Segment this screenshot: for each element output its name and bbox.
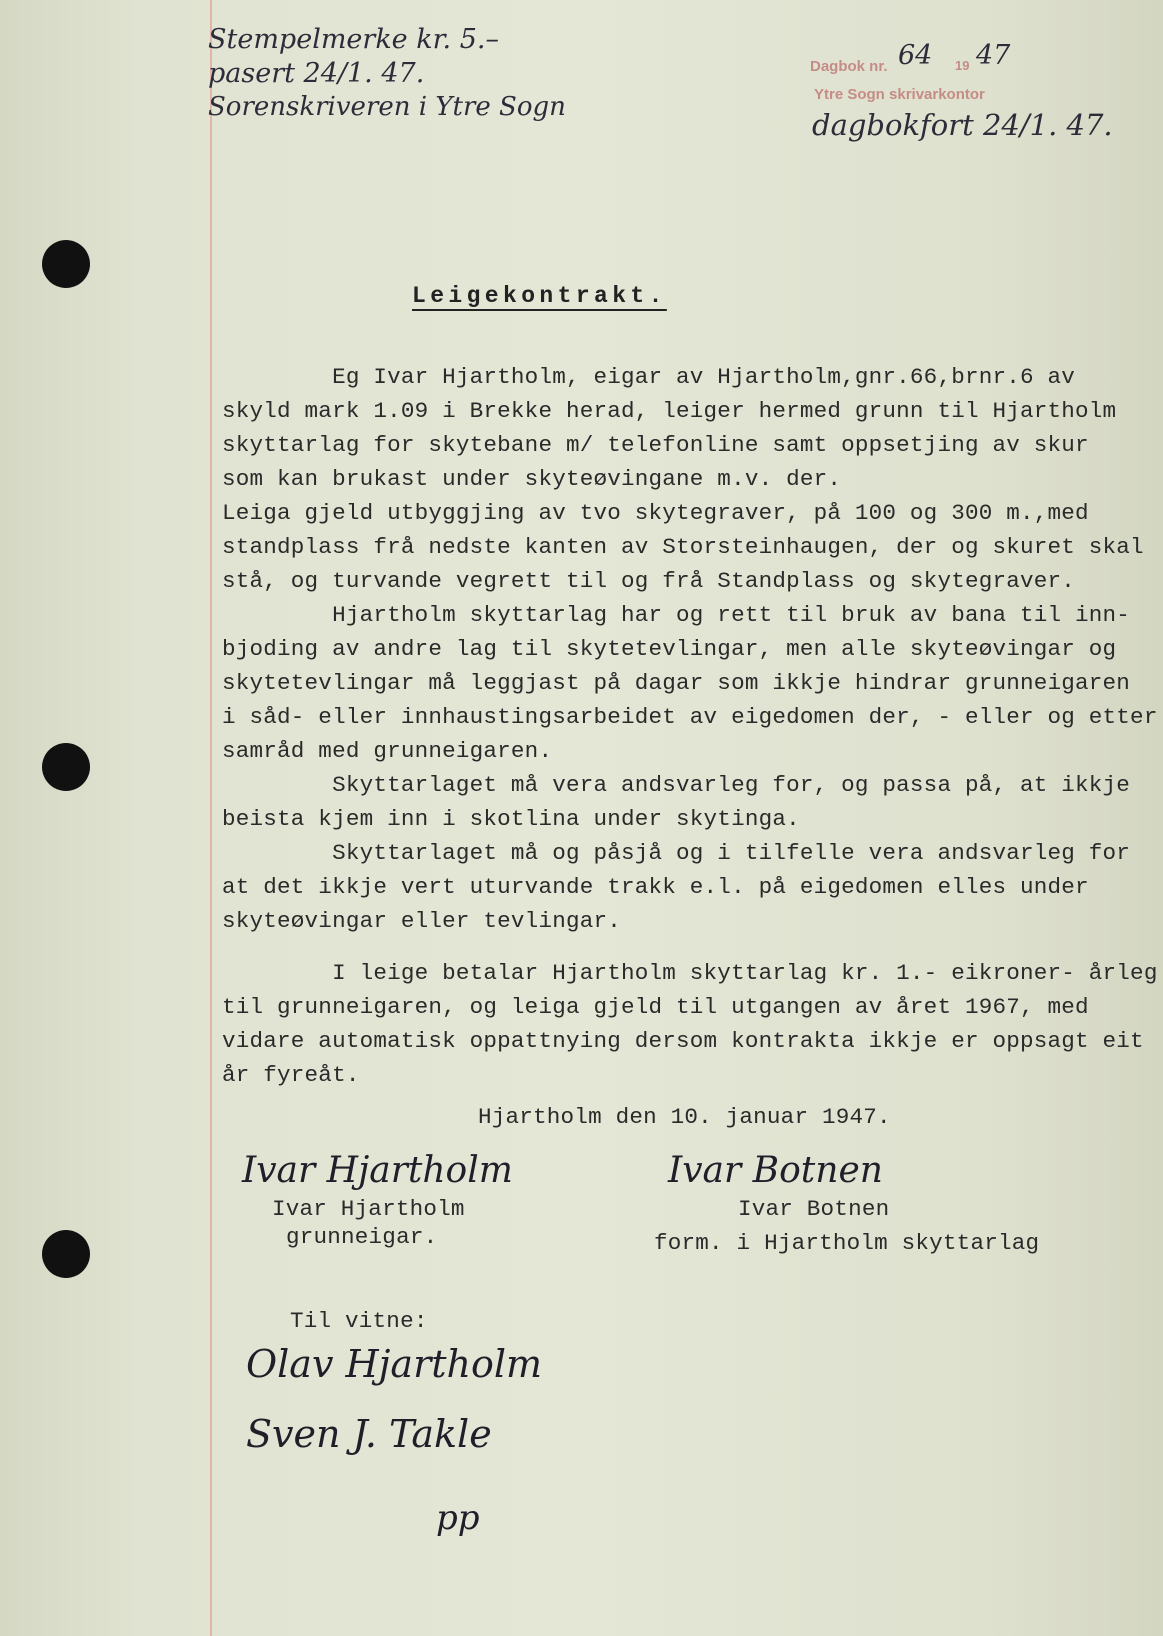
witness-label: Til vitne: [290, 1308, 428, 1334]
document-title: Leigekontrakt. [412, 283, 667, 309]
body-line: vidare automatisk oppattnying dersom kontrakta ikkje er oppsagt eit [222, 1028, 1144, 1054]
punch-hole [42, 240, 90, 288]
signer-left-name: Ivar Hjartholm [272, 1196, 465, 1222]
diary-number: 64 [898, 40, 933, 71]
body-line: bjoding av andre lag til skytetevlingar, men alle skyteøvingar og [222, 636, 1117, 662]
body-line: stå, og turvande vegrett til og frå Standplass og skytegraver. [222, 568, 1076, 594]
diary-stamp-label: Dagbok nr. [810, 58, 888, 75]
diary-stamp-office: Ytre Sogn skrivarkontor [814, 86, 985, 103]
place-date: Hjartholm den 10. januar 1947. [478, 1104, 891, 1130]
signature-right: Ivar Botnen [668, 1150, 883, 1191]
initials: pp [436, 1498, 480, 1538]
body-line: skytetevlingar må leggjast på dagar som ikkje hindrar grunneigaren [222, 670, 1131, 696]
body-line: skyttarlag for skytebane m/ telefonline samt oppsetjing av skur [222, 432, 1089, 458]
body-line: beista kjem inn i skotlina under skytinga. [222, 806, 800, 832]
body-line: i såd- eller innhaustingsarbeidet av eigedomen der, - eller og etter [222, 704, 1158, 730]
body-line: standplass frå nedste kanten av Storsteinhaugen, der og skuret skal [222, 534, 1144, 560]
body-line: Hjartholm skyttarlag har og rett til bruk av bana til inn- [222, 602, 1131, 628]
body-line: år fyreåt. [222, 1062, 360, 1088]
body-line: Skyttarlaget må vera andsvarleg for, og passa på, at ikkje [222, 772, 1131, 798]
signer-right-name: Ivar Botnen [738, 1196, 890, 1222]
body-line: at det ikkje vert uturvande trakk e.l. på eigedomen elles under [222, 874, 1089, 900]
body-line: som kan brukast under skyteøvingane m.v. der. [222, 466, 842, 492]
dagbokfort-note: dagbokfort 24/1. 47. [812, 108, 1113, 142]
handwritten-note-line: pasert 24/1. 47. [208, 58, 425, 89]
diary-year-prefix: 19 [955, 58, 970, 73]
body-line: samråd med grunneigaren. [222, 738, 553, 764]
body-line: Eg Ivar Hjartholm, eigar av Hjartholm,gnr.66,brnr.6 av [222, 364, 1076, 390]
signature-left: Ivar Hjartholm [242, 1150, 513, 1191]
signer-left-role: grunneigar. [286, 1224, 438, 1250]
handwritten-note-line: Sorenskriveren i Ytre Sogn [208, 92, 566, 122]
body-line: I leige betalar Hjartholm skyttarlag kr. 1.- eikroner- årleg [222, 960, 1158, 986]
witness-signature: Sven J. Takle [246, 1412, 492, 1456]
punch-hole [42, 1230, 90, 1278]
witness-signature: Olav Hjartholm [246, 1342, 543, 1386]
signer-right-role: form. i Hjartholm skyttarlag [654, 1230, 1040, 1256]
handwritten-note-line: Stempelmerke kr. 5.– [208, 24, 499, 55]
body-line: Skyttarlaget må og påsjå og i tilfelle vera andsvarleg for [222, 840, 1131, 866]
diary-year: 47 [976, 40, 1011, 71]
body-line: skyld mark 1.09 i Brekke herad, leiger hermed grunn til Hjartholm [222, 398, 1117, 424]
body-line: Leiga gjeld utbyggjing av tvo skytegraver, på 100 og 300 m.,med [222, 500, 1089, 526]
margin-line [210, 0, 212, 1636]
body-line: skyteøvingar eller tevlingar. [222, 908, 621, 934]
punch-hole [42, 743, 90, 791]
body-line: til grunneigaren, og leiga gjeld til utgangen av året 1967, med [222, 994, 1089, 1020]
